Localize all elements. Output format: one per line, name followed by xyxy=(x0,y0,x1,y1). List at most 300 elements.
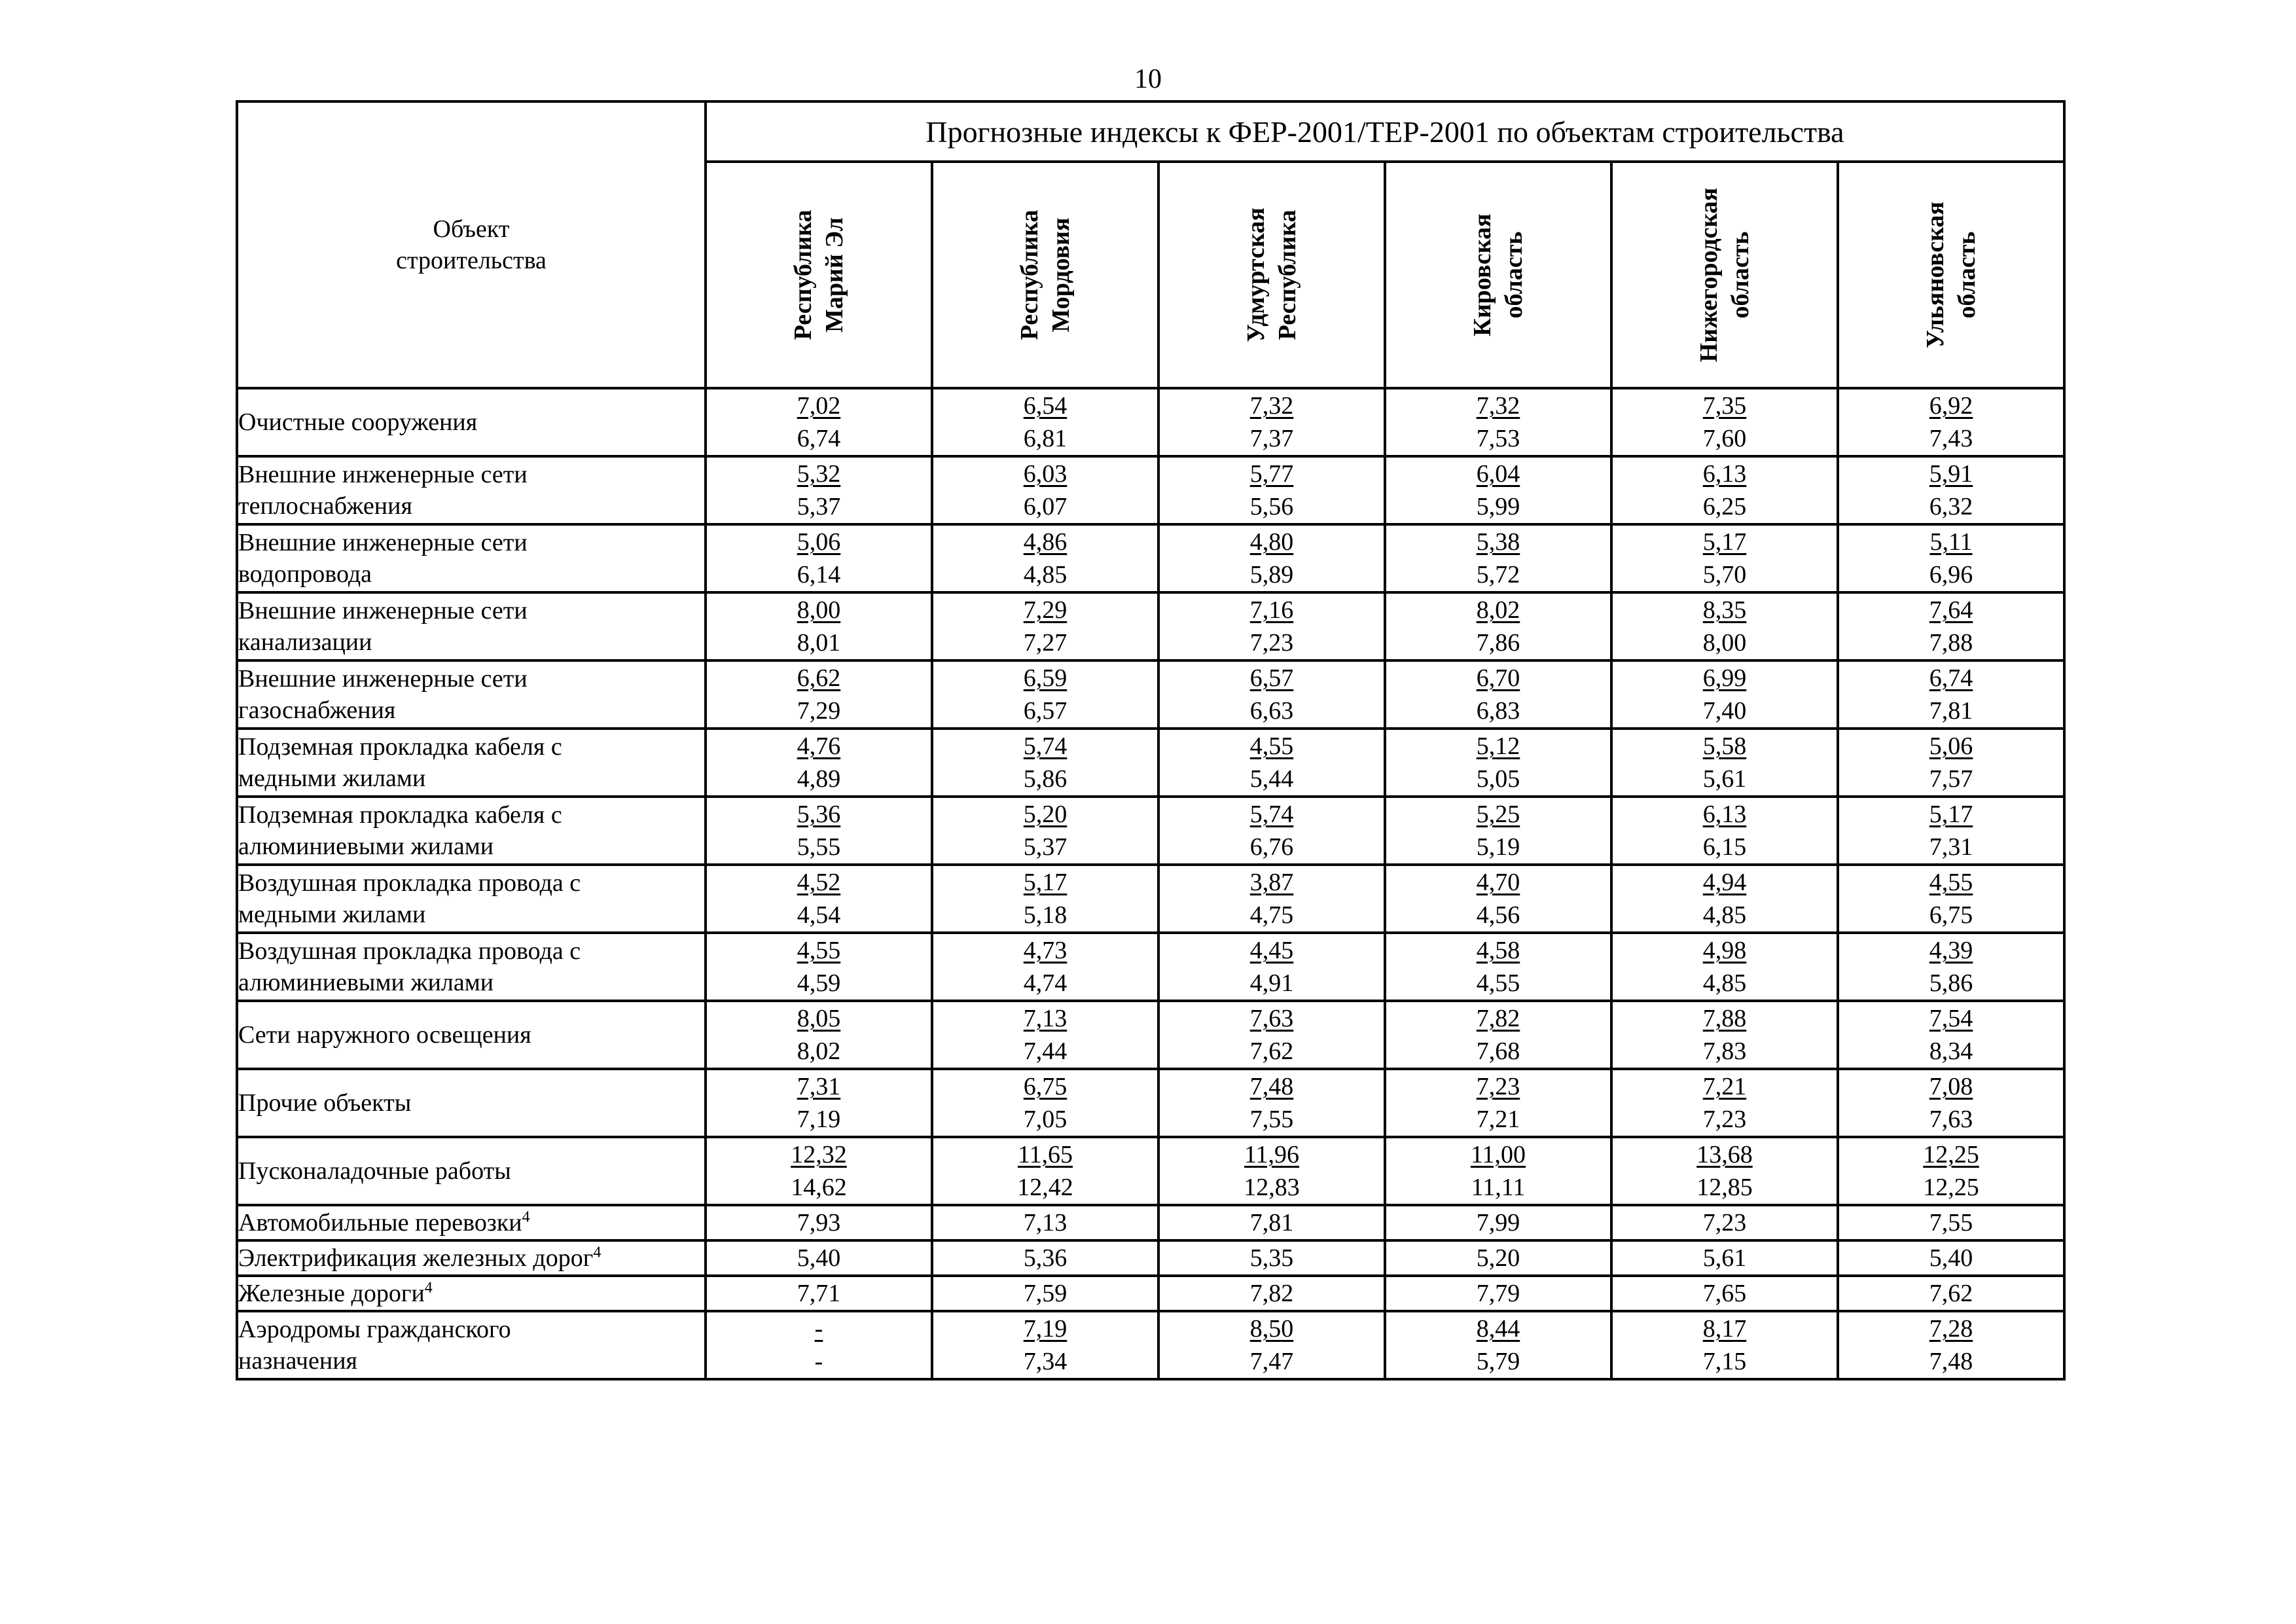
forecast-index-top: 8,44 xyxy=(1476,1315,1520,1343)
forecast-index-bottom: 5,86 xyxy=(1023,765,1067,793)
forecast-index-top: 3,87 xyxy=(1249,869,1294,896)
forecast-index-top: 7,32 xyxy=(1476,392,1520,420)
forecast-index-top: 4,52 xyxy=(797,869,841,896)
object-column-header xyxy=(237,101,706,388)
value-cell xyxy=(932,1311,1158,1379)
value-cell xyxy=(1385,1001,1611,1069)
region-header-6 xyxy=(1838,162,2064,388)
forecast-index-bottom: 4,91 xyxy=(1249,969,1294,997)
forecast-index-top: 7,28 xyxy=(1929,1315,1973,1343)
forecast-index-top: 12,25 xyxy=(1923,1141,1979,1168)
forecast-index: 7,99 xyxy=(1476,1209,1520,1236)
value-cell xyxy=(1611,1311,1838,1379)
forecast-index-top: 4,58 xyxy=(1476,937,1520,964)
forecast-index-top: 4,94 xyxy=(1702,869,1747,896)
value-cell xyxy=(932,1001,1158,1069)
forecast-index-top: 5,17 xyxy=(1702,528,1747,556)
region-label-line: область xyxy=(1727,231,1754,319)
value-cell xyxy=(932,456,1158,524)
value-cell xyxy=(706,388,932,456)
forecast-index-bottom: 6,76 xyxy=(1249,833,1294,861)
forecast-index-bottom: 4,74 xyxy=(1023,969,1067,997)
region-label-line: Республика xyxy=(1016,209,1043,340)
footnote-marker: 4 xyxy=(424,1279,433,1297)
forecast-index-top: 6,62 xyxy=(797,664,841,692)
forecast-index: 7,13 xyxy=(1023,1209,1067,1236)
forecast-index-bottom: 6,14 xyxy=(797,561,841,588)
forecast-index-top: 6,92 xyxy=(1929,392,1973,420)
region-label-line: Марий Эл xyxy=(821,217,848,333)
forecast-index-top: 11,96 xyxy=(1244,1141,1300,1168)
forecast-index-bottom: 6,15 xyxy=(1702,833,1747,861)
forecast-index-bottom: 6,74 xyxy=(797,425,841,452)
forecast-index-top: 6,13 xyxy=(1702,801,1747,828)
object-name-line: Внешние инженерные сети xyxy=(238,597,528,624)
value-cell xyxy=(1385,1276,1611,1311)
forecast-index-bottom: 4,85 xyxy=(1702,901,1747,929)
value-cell xyxy=(1838,1137,2064,1205)
price-index-table xyxy=(236,100,2066,1380)
region-label xyxy=(1240,208,1303,342)
forecast-index-top: 5,17 xyxy=(1023,869,1067,896)
value-cell xyxy=(1158,456,1385,524)
forecast-index-top: 8,50 xyxy=(1249,1315,1294,1343)
region-label-line: Республика xyxy=(1274,209,1301,340)
forecast-index-bottom: 5,56 xyxy=(1249,493,1294,520)
forecast-index-top: 5,25 xyxy=(1476,801,1520,828)
value-cell xyxy=(932,865,1158,933)
forecast-index-bottom: 7,83 xyxy=(1702,1038,1747,1065)
value-cell xyxy=(706,592,932,660)
table-row xyxy=(237,524,2064,592)
object-name xyxy=(237,524,706,592)
value-cell xyxy=(1611,1001,1838,1069)
value-cell xyxy=(706,524,932,592)
object-name-line xyxy=(238,1242,704,1274)
forecast-index-top: 8,35 xyxy=(1702,596,1747,624)
forecast-index: 5,35 xyxy=(1249,1244,1294,1272)
value-cell xyxy=(1385,524,1611,592)
forecast-index-bottom: 7,88 xyxy=(1929,629,1973,657)
value-cell xyxy=(1838,729,2064,797)
forecast-index-bottom: 14,62 xyxy=(791,1174,847,1201)
forecast-index-top: 7,63 xyxy=(1249,1005,1294,1032)
forecast-index-bottom: 7,21 xyxy=(1476,1106,1520,1133)
region-header-5 xyxy=(1611,162,1838,388)
region-label xyxy=(1467,213,1530,336)
forecast-index-bottom: 7,05 xyxy=(1023,1106,1067,1133)
forecast-index-top: 11,00 xyxy=(1470,1141,1526,1168)
object-name xyxy=(237,1240,706,1276)
object-name-line: Подземная прокладка кабеля с xyxy=(238,733,562,761)
value-cell xyxy=(932,388,1158,456)
value-cell xyxy=(706,933,932,1001)
forecast-index-top: 6,54 xyxy=(1023,392,1067,420)
forecast-index-bottom: 5,89 xyxy=(1249,561,1294,588)
value-cell xyxy=(706,1240,932,1276)
object-name-line: медными жилами xyxy=(238,765,426,792)
region-label xyxy=(1693,188,1756,363)
region-label xyxy=(1014,210,1077,340)
forecast-index-top: 7,29 xyxy=(1023,596,1067,624)
value-cell xyxy=(1838,1069,2064,1137)
value-cell xyxy=(1838,524,2064,592)
value-cell xyxy=(706,1001,932,1069)
group-header: Прогнозные индексы к ФЕР-2001/ТЕР-2001 по объектам строительства xyxy=(706,101,2064,162)
forecast-index-top: 4,73 xyxy=(1023,937,1067,964)
table-row xyxy=(237,1276,2064,1311)
forecast-index-top: 7,82 xyxy=(1476,1005,1520,1032)
forecast-index-top: 8,02 xyxy=(1476,596,1520,624)
table-row xyxy=(237,933,2064,1001)
object-name-line: Воздушная прокладка провода с xyxy=(238,937,581,965)
object-name-line: водопровода xyxy=(238,560,372,588)
forecast-index-bottom: 7,19 xyxy=(797,1106,841,1133)
page-number: 10 xyxy=(1134,64,1162,94)
forecast-index: 5,40 xyxy=(1929,1244,1973,1272)
value-cell xyxy=(1611,933,1838,1001)
region-header-2 xyxy=(932,162,1158,388)
object-name-line: алюминиевыми жилами xyxy=(238,833,494,860)
table-row xyxy=(237,1311,2064,1379)
object-name-text: Автомобильные перевозки xyxy=(238,1209,522,1236)
object-name-text: Электрификация железных дорог xyxy=(238,1244,594,1272)
value-cell xyxy=(1838,1001,2064,1069)
region-label-line: Нижегородская xyxy=(1695,187,1723,363)
forecast-index-bottom: 7,31 xyxy=(1929,833,1973,861)
forecast-index-bottom: 4,56 xyxy=(1476,901,1520,929)
value-cell xyxy=(932,729,1158,797)
value-cell xyxy=(1611,1137,1838,1205)
object-name xyxy=(237,729,706,797)
object-name-text: Железные дороги xyxy=(238,1280,425,1307)
value-cell xyxy=(706,865,932,933)
forecast-index-top: 7,64 xyxy=(1929,596,1973,624)
forecast-index-bottom: 4,54 xyxy=(797,901,841,929)
value-cell xyxy=(1158,660,1385,729)
forecast-index-top: 7,88 xyxy=(1702,1005,1747,1032)
value-cell xyxy=(1158,1137,1385,1205)
forecast-index-top: 6,13 xyxy=(1702,460,1747,488)
forecast-index-top: 7,31 xyxy=(797,1073,841,1100)
value-cell xyxy=(1611,1276,1838,1311)
forecast-index-top: 6,59 xyxy=(1023,664,1067,692)
value-cell xyxy=(1611,524,1838,592)
value-cell xyxy=(1611,1240,1838,1276)
object-name xyxy=(237,592,706,660)
object-name-line: Аэродромы гражданского xyxy=(238,1316,511,1343)
forecast-index-top: - xyxy=(814,1315,823,1343)
forecast-index-bottom: 7,40 xyxy=(1702,697,1747,725)
object-name-line: алюминиевыми жилами xyxy=(238,969,494,996)
forecast-index-top: 5,38 xyxy=(1476,528,1520,556)
object-name xyxy=(237,797,706,865)
forecast-index-bottom: 7,60 xyxy=(1702,425,1747,452)
forecast-index-bottom: 4,75 xyxy=(1249,901,1294,929)
object-header-line: Объект xyxy=(433,215,510,243)
value-cell xyxy=(932,933,1158,1001)
value-cell xyxy=(932,1240,1158,1276)
value-cell xyxy=(1611,388,1838,456)
forecast-index: 7,81 xyxy=(1249,1209,1294,1236)
table-row xyxy=(237,865,2064,933)
forecast-index-top: 5,58 xyxy=(1702,732,1747,760)
forecast-index-bottom: 6,32 xyxy=(1929,493,1973,520)
object-name-line: Прочие объекты xyxy=(238,1089,412,1117)
forecast-index-top: 5,74 xyxy=(1023,732,1067,760)
value-cell xyxy=(932,524,1158,592)
table-row xyxy=(237,456,2064,524)
object-name-line: теплоснабжения xyxy=(238,492,412,520)
object-name xyxy=(237,1001,706,1069)
object-name-line: газоснабжения xyxy=(238,696,396,724)
forecast-index-top: 5,32 xyxy=(797,460,841,488)
value-cell xyxy=(1611,797,1838,865)
forecast-index: 7,82 xyxy=(1249,1280,1294,1307)
forecast-index-top: 4,80 xyxy=(1249,528,1294,556)
forecast-index-top: 6,03 xyxy=(1023,460,1067,488)
forecast-index-top: 5,91 xyxy=(1929,460,1973,488)
forecast-index-top: 7,54 xyxy=(1929,1005,1973,1032)
value-cell xyxy=(1158,1311,1385,1379)
forecast-index-top: 5,77 xyxy=(1249,460,1294,488)
forecast-index: 7,23 xyxy=(1702,1209,1747,1236)
value-cell xyxy=(706,1311,932,1379)
object-name xyxy=(237,1276,706,1311)
forecast-index-top: 4,55 xyxy=(1929,869,1973,896)
forecast-index-top: 7,13 xyxy=(1023,1005,1067,1032)
object-name-line: Внешние инженерные сети xyxy=(238,529,528,556)
object-name xyxy=(237,1137,706,1205)
value-cell xyxy=(932,660,1158,729)
forecast-index-top: 12,32 xyxy=(791,1141,847,1168)
value-cell xyxy=(706,1137,932,1205)
table-row xyxy=(237,1069,2064,1137)
object-name-line: Сети наружного освещения xyxy=(238,1021,531,1049)
forecast-index-bottom: 7,34 xyxy=(1023,1348,1067,1375)
forecast-index-top: 7,32 xyxy=(1249,392,1294,420)
forecast-index-bottom: 7,63 xyxy=(1929,1106,1973,1133)
forecast-index-top: 4,55 xyxy=(1249,732,1294,760)
forecast-index-top: 7,23 xyxy=(1476,1073,1520,1100)
forecast-index-top: 6,74 xyxy=(1929,664,1973,692)
value-cell xyxy=(1838,660,2064,729)
value-cell xyxy=(1158,1276,1385,1311)
forecast-index-bottom: 5,44 xyxy=(1249,765,1294,793)
table-row xyxy=(237,797,2064,865)
value-cell xyxy=(706,1205,932,1240)
object-name xyxy=(237,933,706,1001)
forecast-index-top: 6,57 xyxy=(1249,664,1294,692)
forecast-index-top: 7,21 xyxy=(1702,1073,1747,1100)
value-cell xyxy=(1611,1205,1838,1240)
forecast-index: 7,55 xyxy=(1929,1209,1973,1236)
forecast-index-bottom: 8,34 xyxy=(1929,1038,1973,1065)
object-name xyxy=(237,1069,706,1137)
forecast-index-top: 7,48 xyxy=(1249,1073,1294,1100)
forecast-index-top: 7,02 xyxy=(797,392,841,420)
forecast-index-top: 4,98 xyxy=(1702,937,1747,964)
value-cell xyxy=(1385,865,1611,933)
value-cell xyxy=(1385,933,1611,1001)
object-name-line: медными жилами xyxy=(238,901,426,928)
forecast-index-bottom: 5,79 xyxy=(1476,1348,1520,1375)
value-cell xyxy=(932,797,1158,865)
table-row xyxy=(237,660,2064,729)
forecast-index-top: 8,00 xyxy=(797,596,841,624)
forecast-index-bottom: 4,89 xyxy=(797,765,841,793)
value-cell xyxy=(1158,1001,1385,1069)
value-cell xyxy=(1158,1205,1385,1240)
forecast-index-top: 13,68 xyxy=(1696,1141,1753,1168)
forecast-index-bottom: 7,62 xyxy=(1249,1038,1294,1065)
value-cell xyxy=(1385,592,1611,660)
forecast-index-top: 5,17 xyxy=(1929,801,1973,828)
forecast-index-bottom: 5,72 xyxy=(1476,561,1520,588)
object-name xyxy=(237,388,706,456)
forecast-index-bottom: 6,07 xyxy=(1023,493,1067,520)
value-cell xyxy=(1838,933,2064,1001)
object-name-line: Воздушная прокладка провода с xyxy=(238,869,581,897)
value-cell xyxy=(1385,660,1611,729)
forecast-index-bottom: 12,42 xyxy=(1017,1174,1073,1201)
object-name-line: назначения xyxy=(238,1347,358,1375)
object-name-line: канализации xyxy=(238,628,372,656)
region-header-1 xyxy=(706,162,932,388)
value-cell xyxy=(1385,388,1611,456)
value-cell xyxy=(706,660,932,729)
forecast-index-bottom: 7,27 xyxy=(1023,629,1067,657)
forecast-index-bottom: 7,44 xyxy=(1023,1038,1067,1065)
value-cell xyxy=(1838,1311,2064,1379)
forecast-index-top: 4,70 xyxy=(1476,869,1520,896)
object-header-line: строительства xyxy=(396,247,547,274)
forecast-index-bottom: 6,75 xyxy=(1929,901,1973,929)
object-name xyxy=(237,1205,706,1240)
forecast-index-bottom: 7,29 xyxy=(797,697,841,725)
value-cell xyxy=(1838,797,2064,865)
forecast-index-bottom: 7,15 xyxy=(1702,1348,1747,1375)
forecast-index-bottom: 8,01 xyxy=(797,629,841,657)
forecast-index-bottom: 7,48 xyxy=(1929,1348,1973,1375)
table-row xyxy=(237,1137,2064,1205)
object-name-line: Очистные сооружения xyxy=(238,408,478,436)
table-row xyxy=(237,1001,2064,1069)
region-label-line: Республика xyxy=(789,209,817,340)
forecast-index-bottom: 4,85 xyxy=(1702,969,1747,997)
value-cell xyxy=(1611,660,1838,729)
value-cell xyxy=(1385,1069,1611,1137)
forecast-index-bottom: 4,55 xyxy=(1476,969,1520,997)
forecast-index-bottom: 7,68 xyxy=(1476,1038,1520,1065)
forecast-index-bottom: 7,55 xyxy=(1249,1106,1294,1133)
forecast-index-bottom: 5,37 xyxy=(797,493,841,520)
value-cell xyxy=(1158,388,1385,456)
value-cell xyxy=(1385,1311,1611,1379)
value-cell xyxy=(932,1137,1158,1205)
object-name xyxy=(237,1311,706,1379)
value-cell xyxy=(1158,933,1385,1001)
forecast-index-top: 11,65 xyxy=(1017,1141,1073,1168)
forecast-index-top: 6,70 xyxy=(1476,664,1520,692)
forecast-index-top: 5,06 xyxy=(1929,732,1973,760)
region-label xyxy=(787,210,850,340)
value-cell xyxy=(706,797,932,865)
value-cell xyxy=(706,1276,932,1311)
forecast-index: 7,93 xyxy=(797,1209,841,1236)
table-row xyxy=(237,388,2064,456)
value-cell xyxy=(1838,388,2064,456)
value-cell xyxy=(1611,729,1838,797)
value-cell xyxy=(1838,1276,2064,1311)
forecast-index-top: 5,11 xyxy=(1929,528,1973,556)
table-row xyxy=(237,1205,2064,1240)
forecast-index: 7,59 xyxy=(1023,1280,1067,1307)
forecast-index-top: 7,19 xyxy=(1023,1315,1067,1343)
forecast-index-top: 7,16 xyxy=(1249,596,1294,624)
forecast-index-bottom: - xyxy=(814,1348,823,1375)
object-name-line: Внешние инженерные сети xyxy=(238,665,528,693)
forecast-index-bottom: 5,61 xyxy=(1702,765,1747,793)
value-cell xyxy=(706,729,932,797)
forecast-index-bottom: 5,99 xyxy=(1476,493,1520,520)
forecast-index: 7,79 xyxy=(1476,1280,1520,1307)
value-cell xyxy=(1385,1137,1611,1205)
forecast-index-bottom: 7,37 xyxy=(1249,425,1294,452)
value-cell xyxy=(1611,456,1838,524)
forecast-index-bottom: 11,11 xyxy=(1471,1174,1526,1201)
forecast-index-bottom: 5,05 xyxy=(1476,765,1520,793)
forecast-index: 5,40 xyxy=(797,1244,841,1272)
forecast-index-top: 4,55 xyxy=(797,937,841,964)
forecast-index-bottom: 7,53 xyxy=(1476,425,1520,452)
forecast-index-top: 6,99 xyxy=(1702,664,1747,692)
forecast-index-top: 7,35 xyxy=(1702,392,1747,420)
forecast-index: 7,71 xyxy=(797,1280,841,1307)
value-cell xyxy=(1611,1069,1838,1137)
forecast-index-bottom: 7,23 xyxy=(1702,1106,1747,1133)
forecast-index: 5,61 xyxy=(1702,1244,1747,1272)
value-cell xyxy=(1611,865,1838,933)
value-cell xyxy=(1385,797,1611,865)
region-header-4 xyxy=(1385,162,1611,388)
forecast-index-bottom: 6,57 xyxy=(1023,697,1067,725)
object-name xyxy=(237,865,706,933)
forecast-index-bottom: 5,19 xyxy=(1476,833,1520,861)
forecast-index-bottom: 5,70 xyxy=(1702,561,1747,588)
forecast-index-top: 8,05 xyxy=(797,1005,841,1032)
forecast-index-top: 6,04 xyxy=(1476,460,1520,488)
forecast-index: 7,65 xyxy=(1702,1280,1747,1307)
value-cell xyxy=(1611,592,1838,660)
forecast-index-bottom: 6,81 xyxy=(1023,425,1067,452)
object-name-line xyxy=(238,1278,704,1309)
forecast-index: 7,62 xyxy=(1929,1280,1973,1307)
region-label-line: Удмуртская xyxy=(1242,208,1270,342)
forecast-index-bottom: 6,63 xyxy=(1249,697,1294,725)
forecast-index-bottom: 6,96 xyxy=(1929,561,1973,588)
value-cell xyxy=(1158,797,1385,865)
forecast-index-bottom: 6,25 xyxy=(1702,493,1747,520)
footnote-marker: 4 xyxy=(593,1244,601,1261)
value-cell xyxy=(706,456,932,524)
value-cell xyxy=(706,1069,932,1137)
region-label-line: Ульяновская xyxy=(1922,201,1949,349)
table-row xyxy=(237,1240,2064,1276)
value-cell xyxy=(1838,592,2064,660)
region-header-3 xyxy=(1158,162,1385,388)
value-cell xyxy=(1838,456,2064,524)
